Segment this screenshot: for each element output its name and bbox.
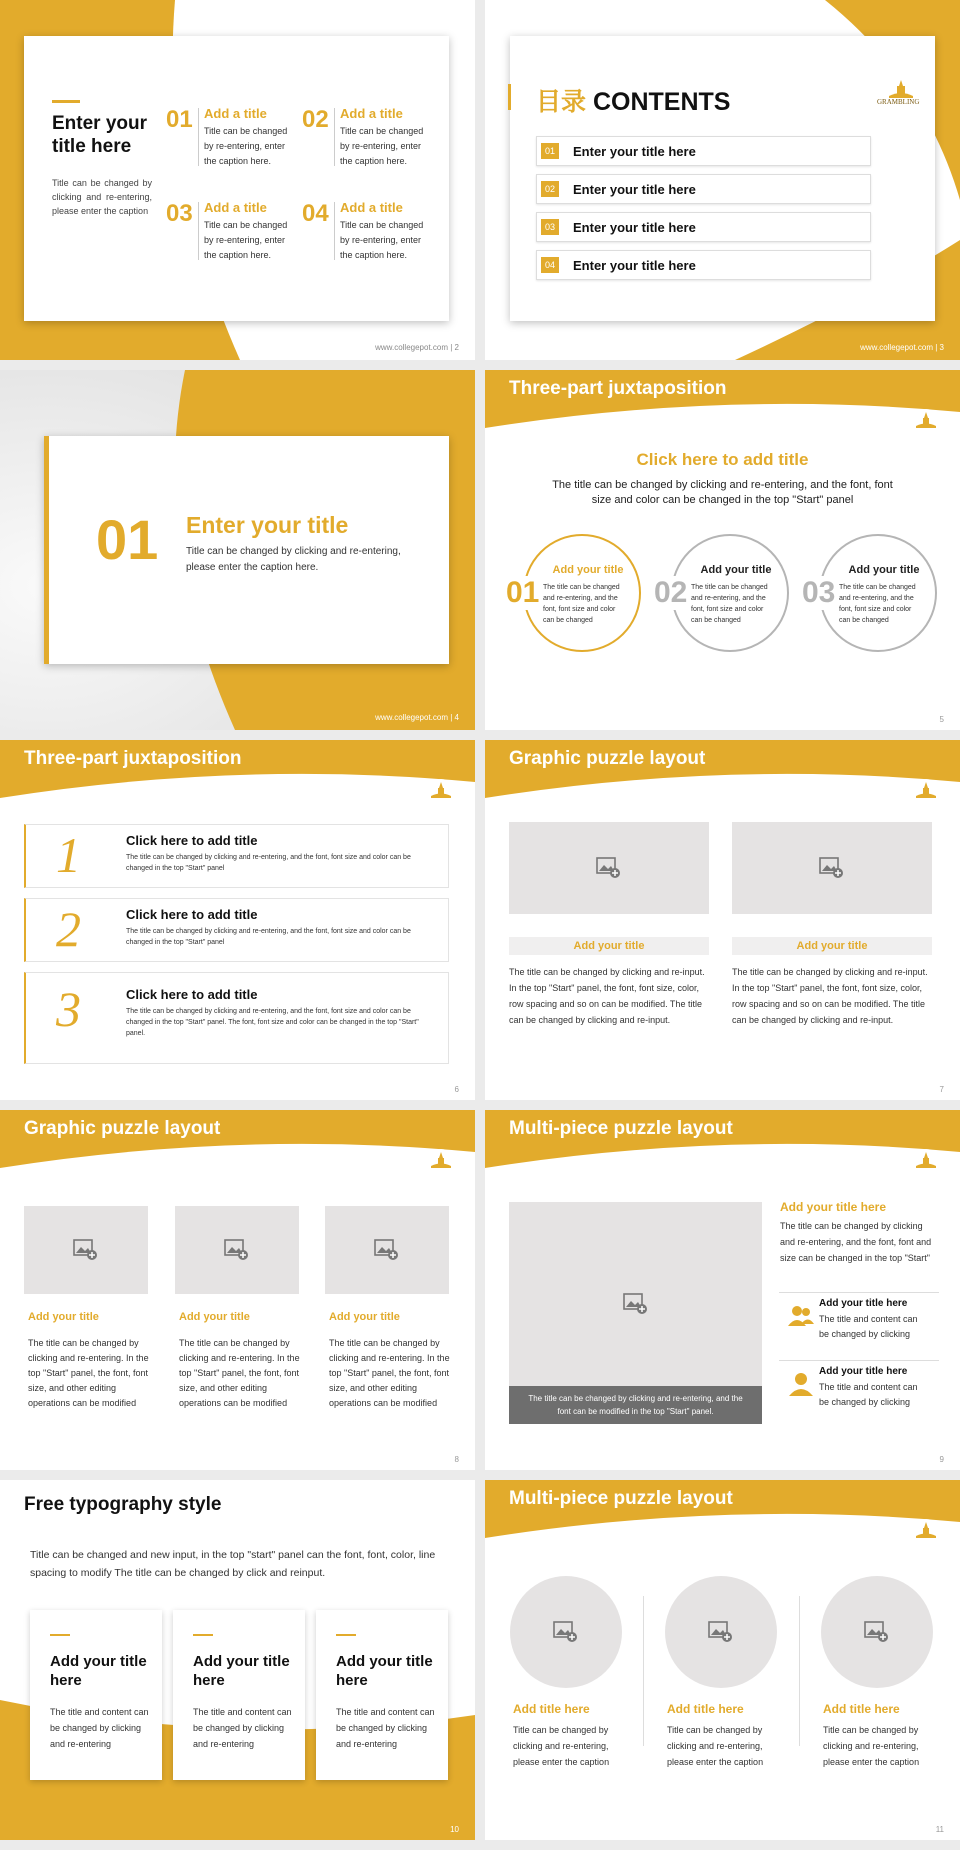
contents-item[interactable] [536, 174, 871, 204]
slide-7[interactable] [485, 740, 960, 1100]
slide-6[interactable] [0, 740, 475, 1100]
circle-item-1 [505, 534, 640, 659]
slide-11[interactable] [485, 1480, 960, 1840]
divider [799, 1596, 800, 1746]
item-title: Add title here [823, 1702, 900, 1716]
image-add-icon [224, 1239, 250, 1261]
accent-bar [508, 84, 511, 110]
image-caption: The title can be changed by clicking and re-entering, and the font can be modified in the top "Start" panel. [509, 1386, 762, 1424]
page-number: 9 [939, 1455, 944, 1464]
accent-bar [44, 436, 49, 664]
feature-title: Add your title here [819, 1298, 908, 1309]
list-row-1[interactable] [24, 824, 449, 888]
image-add-icon [596, 857, 622, 879]
content-card [24, 36, 449, 321]
contents-item-label: Enter your title here [573, 144, 696, 159]
contents-item-label: Enter your title here [573, 258, 696, 273]
item-desc: Title can be changed by clicking and re-entering, please enter the caption [667, 1725, 764, 1767]
logo [877, 78, 921, 112]
card-title: Add your title [329, 1311, 400, 1323]
logo-emblem-icon [906, 776, 946, 810]
slide-3[interactable] [485, 0, 960, 360]
logo-emblem-icon [881, 78, 921, 112]
feature-item-2 [779, 1366, 939, 1422]
feature-item-1 [779, 1298, 939, 1354]
page-number: 11 [935, 1825, 944, 1834]
item-desc: Title can be changed by clicking and re-entering, please enter the caption [823, 1725, 920, 1767]
item-desc: Title can be changed by clicking and re-entering, please enter the caption [513, 1725, 610, 1767]
page-number: 4 [454, 713, 459, 722]
contents-heading [536, 82, 730, 118]
page-number: 5 [939, 715, 944, 724]
image-add-icon [553, 1621, 579, 1643]
card-title: Add your title here [336, 1653, 433, 1689]
section-card [44, 436, 449, 664]
logo-emblem-icon [421, 776, 461, 810]
circle-number: 01 [506, 576, 540, 609]
logo [421, 1146, 461, 1180]
logo-emblem-icon [421, 1146, 461, 1180]
logo [906, 776, 946, 810]
section-caption: Title can be changed by clicking and re-entering, please enter the caption here. [186, 546, 401, 573]
page-number: 8 [454, 1455, 459, 1464]
image-placeholder[interactable] [509, 822, 709, 914]
slide-9[interactable] [485, 1110, 960, 1470]
contents-item-label: Enter your title here [573, 220, 696, 235]
slide-2[interactable] [0, 0, 475, 360]
logo [906, 1516, 946, 1550]
circle-title: Add your title [552, 564, 624, 576]
contents-list [536, 136, 871, 280]
item-number: 02 [302, 106, 329, 133]
logo [421, 776, 461, 810]
feature-desc: The title and content can be changed by clicking [819, 1314, 918, 1339]
page-number: 3 [939, 343, 944, 352]
item-desc: Title can be changed by re-entering, enter the caption here. [204, 220, 288, 260]
page-number: 6 [454, 1085, 459, 1094]
card-desc: The title can be changed by clicking and re-input. In the top "Start" panel, the font, font size, color, row spacing and so on can be modified. The title can be changed by clicking and re-input. [732, 967, 928, 1025]
divider [198, 108, 199, 166]
side-title: Add your title here [780, 1200, 887, 1214]
item-4 [302, 200, 432, 270]
image-placeholder-round[interactable] [510, 1576, 622, 1688]
image-add-icon [819, 857, 845, 879]
contents-item-number: 04 [541, 257, 559, 273]
item-2 [302, 106, 432, 176]
divider [779, 1360, 939, 1361]
contents-item-number: 02 [541, 181, 559, 197]
circle-item-3 [801, 534, 941, 659]
card-title: Add your title [732, 937, 932, 955]
user-icon [787, 1372, 815, 1396]
card-title: Add your title [28, 1311, 99, 1323]
item-number: 03 [166, 200, 193, 227]
contents-item[interactable] [536, 136, 871, 166]
text-card-2 [173, 1610, 305, 1780]
card-desc: The title can be changed by clicking and re-entering. In the top "Start" panel, the font, font size, and other editing operations can be modified [28, 1338, 149, 1408]
header-title: Three-part juxtaposition [24, 748, 242, 769]
card-desc: The title can be changed by clicking and re-entering. In the top "Start" panel, the font, font size, and other editing operations can be modified [179, 1338, 300, 1408]
row-number: 1 [56, 827, 81, 883]
image-add-icon [864, 1621, 890, 1643]
divider [334, 108, 335, 166]
image-add-icon [374, 1239, 400, 1261]
image-placeholder[interactable] [509, 1202, 762, 1424]
image-add-icon [708, 1621, 734, 1643]
card-desc: The title can be changed by clicking and re-entering. In the top "Start" panel, the font, font size, and other editing operations can be modified [329, 1338, 450, 1408]
footer-url: www.collegepot.com [375, 343, 449, 352]
header-title: Graphic puzzle layout [509, 748, 706, 769]
contents-item-number: 01 [541, 143, 559, 159]
divider [643, 1596, 644, 1746]
card-title: Add your title [509, 937, 709, 955]
page-number: 10 [450, 1825, 459, 1834]
circle-number: 02 [654, 576, 688, 609]
slide-5[interactable] [485, 370, 960, 730]
item-number: 01 [166, 106, 193, 133]
side-desc: The title can be changed by clicking and re-entering, and the font, font and size can be changed in the top "Start" [780, 1221, 932, 1263]
text-card-1 [30, 1610, 162, 1780]
item-title: Add title here [667, 1702, 744, 1716]
contents-heading-en: CONTENTS [592, 88, 731, 116]
image-placeholder[interactable] [732, 822, 932, 914]
text-card-3 [316, 1610, 448, 1780]
row-title: Click here to add title [126, 987, 258, 1002]
contents-item-number: 03 [541, 219, 559, 235]
divider [334, 202, 335, 260]
row-title: Click here to add title [126, 907, 258, 922]
item-title: Add a title [204, 106, 267, 121]
item-1 [166, 106, 286, 176]
circle-item-2 [653, 534, 788, 659]
logo [906, 1146, 946, 1180]
card-title: Add your title here [193, 1653, 290, 1689]
accent-bar [50, 1634, 70, 1636]
section-title: Enter your title [186, 512, 349, 538]
header-title: Three-part juxtaposition [509, 378, 727, 399]
header-title: Multi-piece puzzle layout [509, 1118, 733, 1139]
row-desc: The title can be changed by clicking and re-entering, and the font, font size and color can be changed in the top "Start" panel [126, 928, 411, 946]
item-desc: Title can be changed by re-entering, enter the caption here. [204, 126, 288, 166]
card-desc: The title can be changed by clicking and re-input. In the top "Start" panel, the font, font size, color, row spacing and so on can be modified. The title can be changed by clicking and re-input. [509, 967, 705, 1025]
slide-title: Free typography style [24, 1494, 222, 1515]
feature-title: Add your title here [819, 1366, 908, 1377]
image-placeholder-round[interactable] [665, 1576, 777, 1688]
image-placeholder[interactable] [24, 1206, 148, 1294]
logo-emblem-icon [906, 1146, 946, 1180]
card-title: Add your title here [50, 1653, 147, 1689]
contents-heading-cn: 目录 [536, 88, 587, 116]
item-title: Add a title [204, 200, 267, 215]
footer: www.collegepot.com | 3 [860, 343, 944, 352]
item-3 [166, 200, 286, 270]
card-desc: The title and content can be changed by clicking and re-entering [50, 1707, 149, 1749]
logo-text: GRAMBLING [877, 98, 920, 106]
logo-emblem-icon [906, 1516, 946, 1550]
header-title: Multi-piece puzzle layout [509, 1488, 733, 1509]
image-add-icon [623, 1293, 649, 1315]
slide-10[interactable] [0, 1480, 475, 1840]
circle-number: 03 [802, 576, 836, 609]
footer: www.collegepot.com | 4 [375, 713, 459, 722]
page-number: 2 [454, 343, 459, 352]
list-row-3[interactable] [24, 972, 449, 1064]
card-desc: The title and content can be changed by clicking and re-entering [336, 1707, 435, 1749]
page-number: 7 [939, 1085, 944, 1094]
row-desc: The title can be changed by clicking and re-entering, and the font, font size and color can be changed in the top "Start" panel. The font, font size and color can be changed in the top "Start" panel. [126, 1008, 419, 1037]
logo-emblem-icon [906, 406, 946, 440]
contents-item-label: Enter your title here [573, 182, 696, 197]
item-title: Add title here [513, 1702, 590, 1716]
item-title: Add a title [340, 106, 403, 121]
image-placeholder[interactable] [325, 1206, 449, 1294]
footer-url: www.collegepot.com [375, 713, 449, 722]
row-number: 2 [56, 901, 81, 957]
slide-title: Click here to add title [636, 450, 809, 469]
circle-title: Add your title [848, 564, 920, 576]
contents-item[interactable] [536, 212, 871, 242]
row-title: Click here to add title [126, 833, 258, 848]
divider [779, 1292, 939, 1293]
slide-subtitle: The title can be changed by clicking and re-entering, and the font, font size and color can be changed in the top "Start" panel [552, 479, 893, 506]
circle-title: Add your title [700, 564, 772, 576]
logo [906, 406, 946, 440]
card-title: Add your title [179, 1311, 250, 1323]
users-icon [787, 1304, 815, 1328]
contents-item[interactable] [536, 250, 871, 280]
circle-desc: The title can be changed and re-entering, and the font, font size and color can be changed [839, 584, 916, 624]
list-row-2[interactable] [24, 898, 449, 962]
section-number: 01 [96, 508, 159, 571]
item-desc: Title can be changed by re-entering, enter the caption here. [340, 126, 424, 166]
slide-title: Enter your title here [52, 113, 148, 157]
item-title: Add a title [340, 200, 403, 215]
circle-desc: The title can be changed and re-entering, and the font, font size and color can be changed [543, 584, 620, 624]
row-number: 3 [56, 981, 81, 1037]
row-desc: The title can be changed by clicking and re-entering, and the font, font size and color can be changed in the top "Start" panel [126, 854, 411, 872]
slide-subtitle: Title can be changed and new input, in the top "start" panel can the font, font, color, line spacing to modify The title can be changed by click and reinput. [30, 1549, 436, 1579]
item-number: 04 [302, 200, 329, 227]
header-title: Graphic puzzle layout [24, 1118, 221, 1139]
slide-caption: Title can be changed by clicking and re-entering, please enter the caption [52, 178, 152, 216]
accent-bar [193, 1634, 213, 1636]
image-placeholder[interactable] [175, 1206, 299, 1294]
divider [198, 202, 199, 260]
card-desc: The title and content can be changed by clicking and re-entering [193, 1707, 292, 1749]
item-desc: Title can be changed by re-entering, enter the caption here. [340, 220, 424, 260]
slide-8[interactable] [0, 1110, 475, 1470]
image-placeholder-round[interactable] [821, 1576, 933, 1688]
circle-desc: The title can be changed and re-entering, and the font, font size and color can be changed [691, 584, 768, 624]
accent-bar [52, 100, 80, 103]
contents-card [510, 36, 935, 321]
footer-url: www.collegepot.com [860, 343, 934, 352]
footer: www.collegepot.com | 2 [375, 343, 459, 352]
feature-desc: The title and content can be changed by clicking [819, 1382, 918, 1407]
slide-4[interactable] [0, 370, 475, 730]
image-add-icon [73, 1239, 99, 1261]
accent-bar [336, 1634, 356, 1636]
